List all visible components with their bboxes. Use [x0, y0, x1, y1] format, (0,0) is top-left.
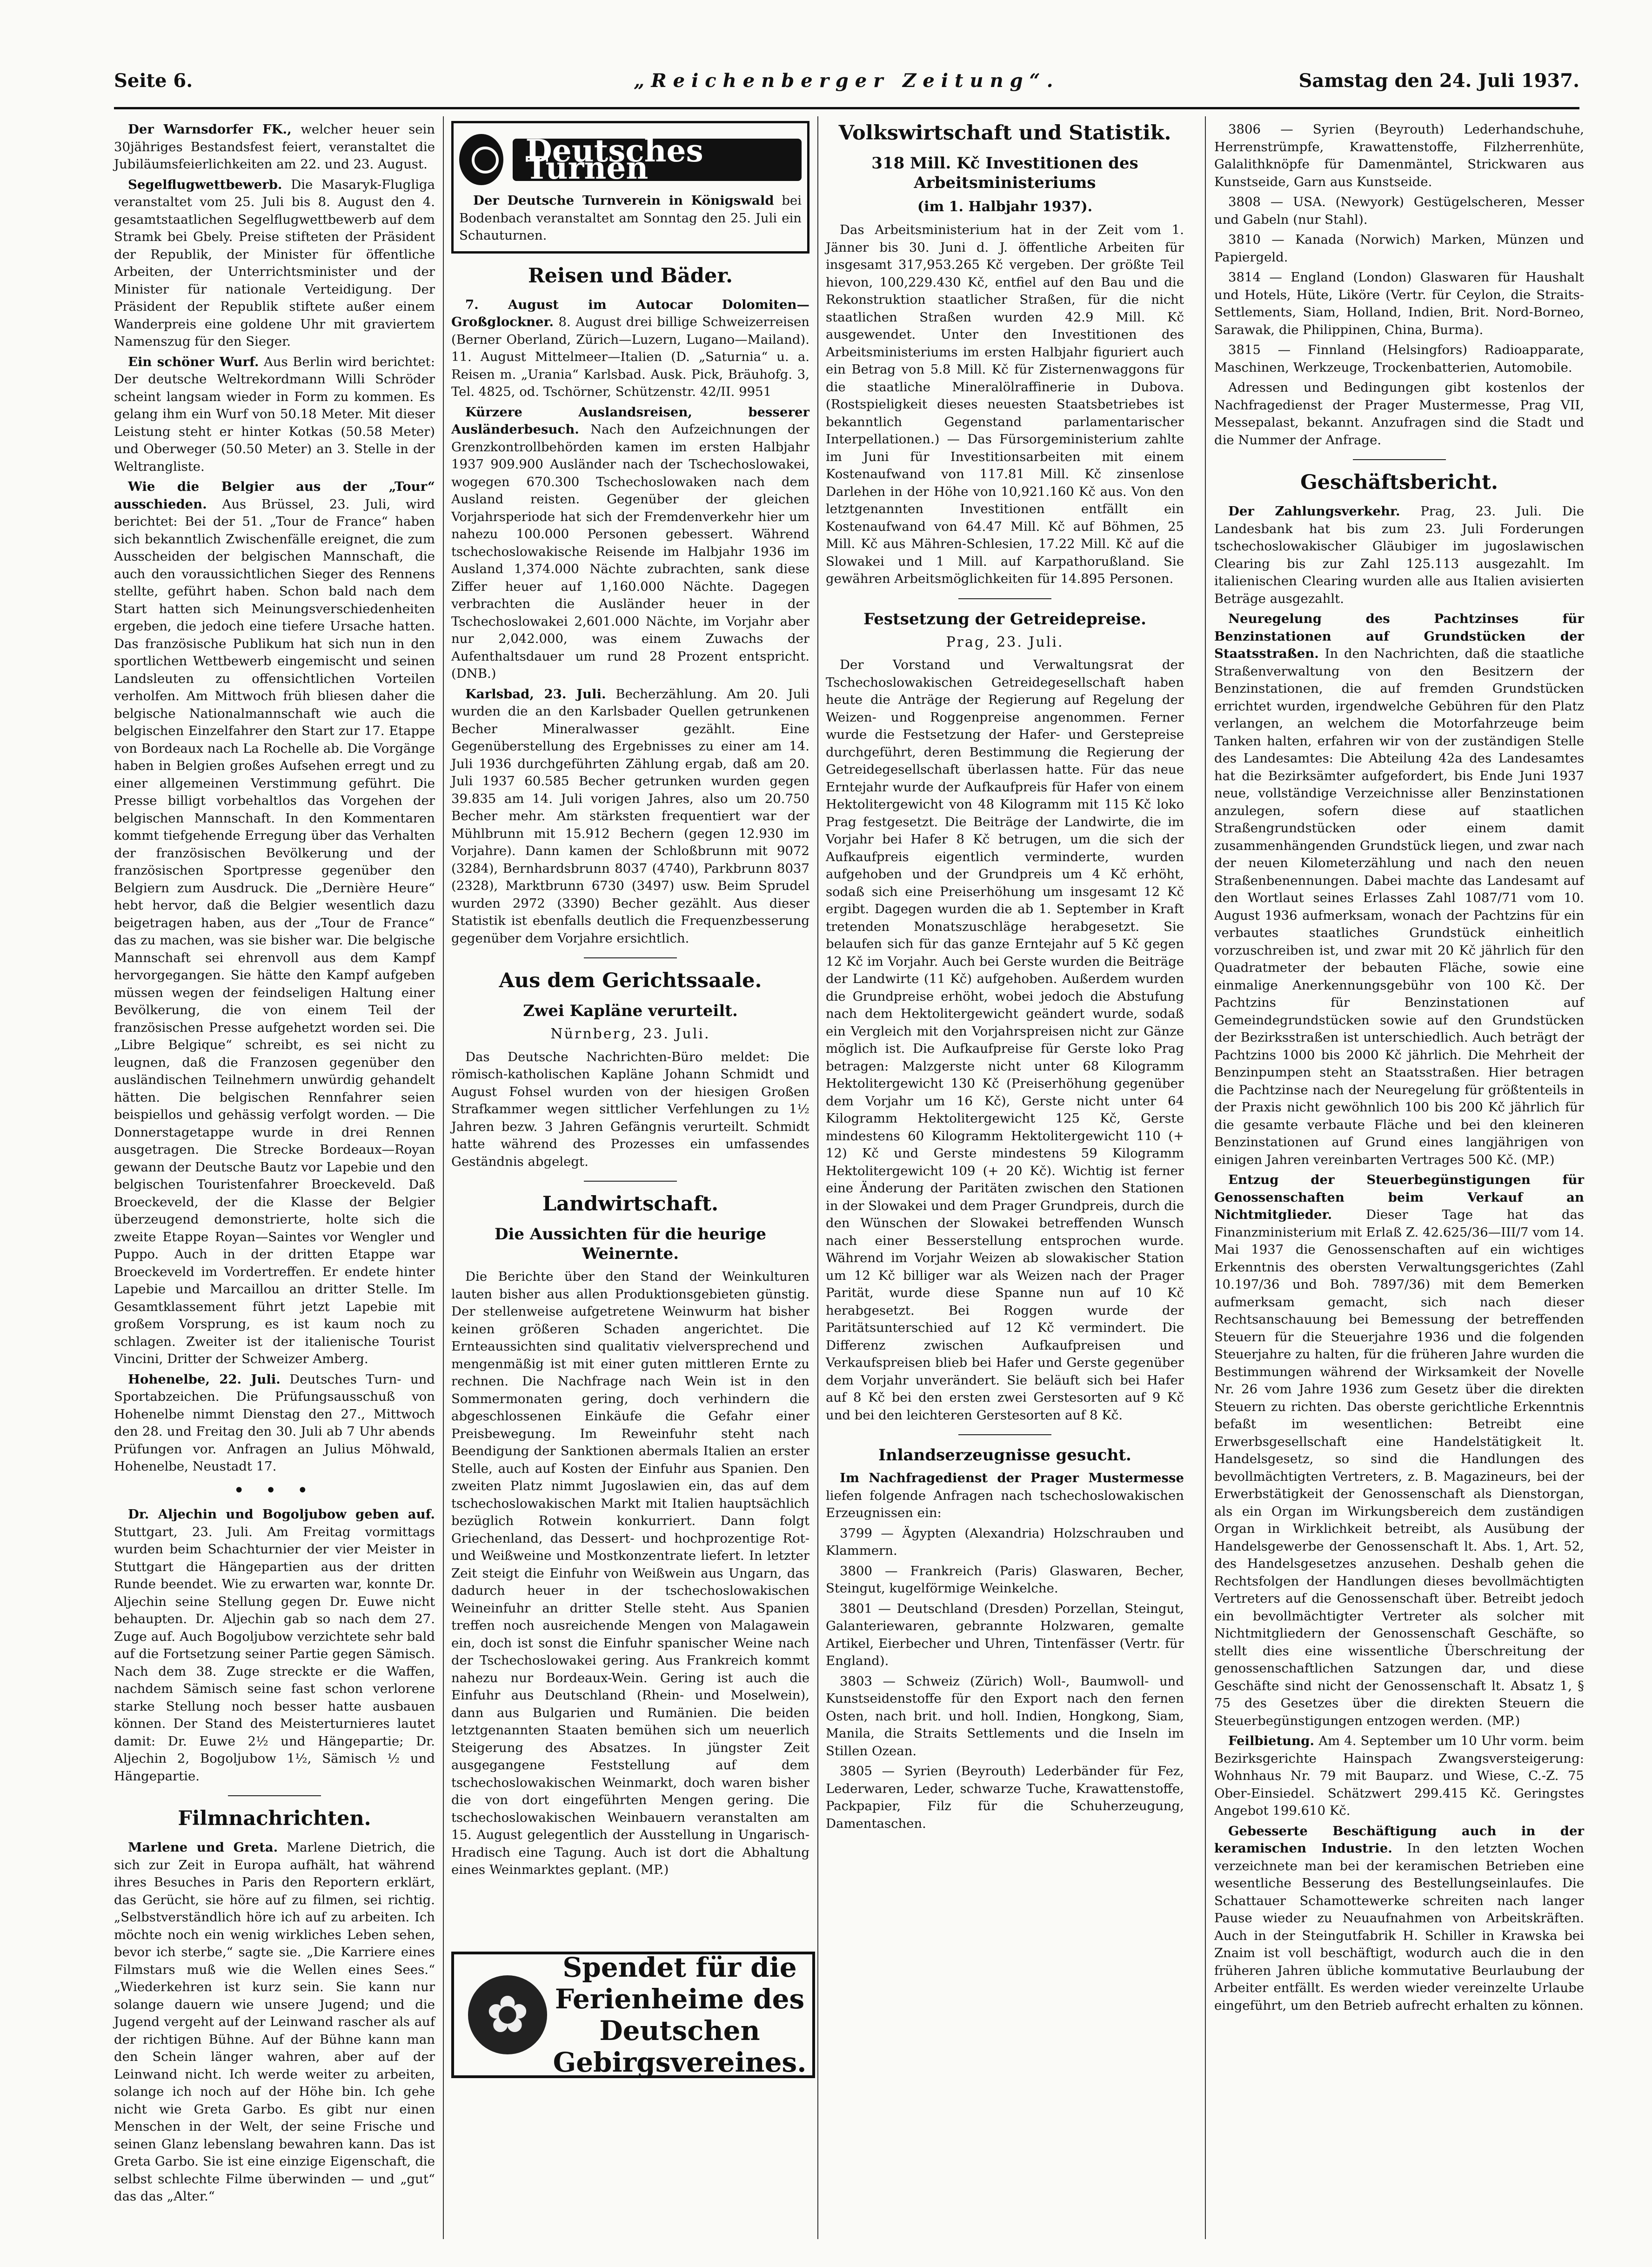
article-lead: Ein schöner Wurf. [128, 354, 259, 369]
article-headline: Inlandserzeugnisse gesucht. [878, 1446, 1131, 1465]
inquiry-item: 3808 — USA. (Newyork) Gestügelscheren, Messer und Gabeln (nur Stahl). [1214, 194, 1584, 227]
inquiry-intro [826, 1470, 1184, 1522]
article-lead: Gebesserte Beschäftigung auch in der keramischen Industrie. [1214, 1823, 1584, 1856]
turner-emblem-icon [459, 134, 503, 185]
issue-date: Samstag den 24. Juli 1937. [1298, 70, 1579, 92]
page-number: Seite 6. [114, 70, 193, 92]
section-rule [228, 1795, 321, 1796]
article-text: Prag, 23. Juli. Die Landesbank hat bis zum 23. Juli Forderungen tschechoslowakischer Gläubiger im jugoslawischen Clearing bis zur Zahl 125.113 ausgezahlt. Im italienischen Clearing wurden alle aus Italien avisierten Beträge ausgezahlt. [1214, 504, 1584, 606]
section-title-geschaeftsbericht: Geschäftsbericht. [1300, 471, 1498, 494]
article-text: Aus Berlin wird berichtet: Der deutsche Weltrekordmann Willi Schröder scheint langsam wieder in Form zu kommen. Es gelang ihm ein Wurf von 50.18 Meter. Mit dieser Leistung steht er hinter Kotkas (50.58 Meter) und Oberweger (50.50 Meter) an 3. Stelle in der Weltrangliste. [114, 354, 435, 474]
inquiry-note: Adressen und Bedingungen gibt kostenlos der Nachfragedienst der Prager Mustermesse, Prag VII, Messepalast, bekannt. Anzufragen sind die Stadt und die Nummer der Anfrage. [1214, 380, 1584, 448]
article-lead: Feilbietung. [1228, 1733, 1315, 1748]
inquiry-item: 3799 — Ägypten (Alexandria) Holzschrauben und Klammern. [826, 1525, 1184, 1558]
inquiry-list [826, 1525, 1184, 1833]
dateline: Nürnberg, 23. Juli. [550, 1026, 710, 1042]
inquiry-item: 3801 — Deutschland (Dresden) Porzellan, Steingut, Galanteriewaren, gebrannte Holzwaren, gemalte Artikel, Eierbecher und Uhren, Tintenfässer (Vertr. für England). [826, 1601, 1184, 1668]
article-lead: Wie die Belgier aus der „Tour“ ausschieden. [114, 479, 435, 512]
column-1 [114, 121, 435, 2239]
turnen-box [451, 121, 809, 254]
column-2 [451, 121, 809, 2239]
chess-article [114, 1506, 435, 1785]
news-item [114, 1371, 435, 1476]
inquiry-item: 3805 — Syrien (Beyrouth) Lederbänder für Fez, Lederwaren, Leder, schwarze Tuche, Krawattenstoffe, Packpapier, Filz für die Schuherzeugung, Damentaschen. [826, 1764, 1184, 1831]
news-item [114, 478, 435, 1368]
column-divider [817, 116, 818, 2239]
inquiry-item: 3803 — Schweiz (Zürich) Woll-, Baumwoll- und Kunstseidenstoffe für den Export nach den fernen Osten, nach brit. und holl. Indien, Hongkong, Siam, Manila, die Straits Settlements und die Inseln im Stillen Ozean. [826, 1673, 1184, 1759]
article-text: Deutsches Turn- und Sportabzeichen. Die Prüfungsausschuß von Hohenelbe nimmt Dienstag den 27., Mittwoch den 28. und Freitag den 30. Juli ab 7 Uhr abends Prüfungen vor. Anfragen an Julius Möhwald, Hohenelbe, Neustadt 17. [114, 1371, 435, 1474]
article-text: In den Nachrichten, daß die staatliche Straßenverwaltung von den Besitzern der Benzinstationen, die auf fremden Grundstücken errichtet wurden, irgendwelche Gebühren für den Platz verlangen, an welchem die Motorfahrzeuge beim Tanken halten, erfahren wir von der zuständigen Stelle des Landesamtes: Die Abteilung 42a des Landesamtes hat die Bezirksämter aufgefordert, bis Ende Juni 1937 neue, vollständige Verzeichnisse aller Benzinstationen anzulegen, sofern diese auf staatlichen Straßengrundstücken oder einem damit zusammenhängenden Grundstück liegen, und zwar nach der neuen Kilometerzählung und nach den neuen Straßenbenennungen. Dabei machte das Landesamt auf den Wortlaut seines Erlasses Zahl 1087/71 vom 10. August 1936 aufmerksam, wonach der Pachtzins für ein verbautes staatliches Grundstück einheitlich vorzuschreiben ist, und zwar mit 20 Kč jährlich für den Quadratmeter der bebauten Fläche, sowie eine einmalige Anerkennungsgebühr von 100 Kč. Der Pachtzins für Benzinstationen auf Gemeindegrundstücken sowie auf den Grundstücken der Bezirksstraßen ist unterschiedlich. Auch beträgt der Pachtzins 1000 bis 2000 Kč jährlich. Die Mehrheit der Benzinpumpen steht an Staatsstraßen. Hier betragen die Pachtzinse nach der Neuregelung für größtenteils in der Praxis nicht gewöhnlich 100 bis 200 Kč jährlich für die gesamte verbaute Fläche und bei den kleineren Benzinstationen auf Grund eines langjährigen von einigen Jahren vereinbarten Vertrages 500 Kč. (MP.) [1214, 646, 1584, 1167]
wine-article: Die Berichte über den Stand der Weinkulturen lauten bisher aus allen Produktionsgebieten günstig. Der stellenweise aufgetretene Weinwurm hat bisher keinen größeren Schaden angerichtet. Die Ernteaussichten sind qualitativ vielversprechend und mengenmäßig ist mit einer guten mittleren Ernte zu rechnen. Die Nachfrage nach Wein ist in den Sommermonaten gering, doch verhindern die abgeschlossenen Einkäufe die Gefahr einer Preisbewegung. Im Reweinfuhr steht nach Beendigung der Sanktionen abermals Italien an erster Stelle, auch auf Kosten der Einfuhr aus Spanien. Den zweiten Platz nimmt Jugoslawien ein, das auf dem tschechoslowakischen Markt mit Italien hauptsächlich bezüglich Rotwein konkurriert. Dann folgt Griechenland, das Dessert- und hochprozentige Rot- und Weißweine und Mostkonzentrate liefert. In letzter Zeit steigt die Einfuhr von Weißwein aus Ungarn, das dadurch heuer in der tschechoslowakischen Weineinfuhr an dritter Stelle steht. Aus Spanien treffen noch ausreichende Mengen von Malagawein ein, doch ist sonst die Einfuhr spanischer Weine nach der Tschechoslowakei gering. Aus Frankreich kommt nahezu nur Bordeaux-Wein. Gering ist auch die Einfuhr aus Deutschland (Rhein- und Moselwein), dann aus Bulgarien und Rumänien. Die beiden letztgenannten Staaten bemühen sich um neuerlich Steigerung des Absatzes. In jüngster Zeit ausgegangene Feststellung auf dem tschechoslowakischen Weinmarkt, doch waren bisher die von dort eingeführten Mengen gering. Die tschechoslowakischen Weinbauern veranstalten am 15. August gelegentlich der Ausstellung in Ungarisch-Hradisch eine Tagung. Auch ist dort die Abhaltung eines Weinmarktes geplant. (MP.) [451, 1269, 809, 1877]
article-text: liefen folgende Anfragen nach tschechoslowakischen Erzeugnissen ein: [826, 1488, 1184, 1520]
business-item [1214, 1823, 1584, 2015]
travel-notices [451, 296, 809, 948]
article-text: welcher heuer sein 30jähriges Bestandsfest feiert, veranstaltet die Jubiläumsfeierlichkeiten am 22. und 23. August. [114, 122, 435, 172]
article-lead: Der Zahlungsverkehr. [1228, 504, 1400, 519]
column-4 [1214, 121, 1584, 2239]
business-notices [1214, 503, 1584, 2014]
section-title-gericht: Aus dem Gerichtssaale. [499, 969, 762, 992]
travel-item [451, 404, 809, 683]
turnen-header [459, 127, 802, 192]
article-headline: Zwei Kapläne verurteilt. [523, 1002, 738, 1020]
article-text: Die Masaryk-Flugliga veranstaltet vom 25. Juli bis 8. August den 4. gesamtstaatlichen Segelflugwettbewerb auf dem Stramk bei Gbely. Preise stifteten der Präsident der Republik, der Minister für öffentliche Arbeiten, der Unterrichtsminister und der Minister für nationale Verteidigung. Der Präsident der Republik stiftete außer einem Wanderpreis eine goldene Uhr mit graviertem Namenszug für den Sieger. [114, 177, 435, 349]
article-lead: Neuregelung des Pachtzinses für Benzinstationen auf Grundstücken der Staatsstraßen. [1214, 611, 1584, 661]
column-3 [826, 121, 1184, 2239]
section-rule [584, 957, 677, 958]
divider-dots: • • • [233, 1479, 316, 1501]
sport-notices [114, 121, 435, 1476]
article-lead: Hohenelbe, 22. Juli. [128, 1371, 281, 1387]
article-text: Nach den Aufzeichnungen der Grenzkontrollbehörden kamen im ersten Halbjahr 1937 909.900 Ausländer nach der Tschechoslowakei, wogegen 670.300 Tschechoslowaken nach dem Ausland reisten. Gegenüber der gleichen Vorjahrsperiode hat sich der Fremdenverkehr hier um nahezu 100.000 Personen gebessert. Während tschechoslowakische Reisende im Halbjahr 1936 im Ausland 1,374.000 Nächte zubrachten, sank diese Ziffer heuer auf 1,160.000 Nächte. Dagegen verbrachten die Ausländer heuer in der Tschechoslowakei 2,601.000 Nächte, im Vorjahr aber nur 2,042.000, was einem Zuwachs der Aufenthaltsdauer um rund 28 Prozent entspricht. (DNB.) [451, 422, 809, 681]
business-item [1214, 1171, 1584, 1730]
inquiry-item: 3810 — Kanada (Norwich) Marken, Münzen und Papiergeld. [1214, 232, 1584, 265]
article-text: Am 4. September um 10 Uhr vorm. beim Bezirksgerichte Hainspach Zwangsversteigerung: Wohnhaus Nr. 79 mit Bauparz. und Wiese, C.-Z. 75 Ober-Einsiedel. Schätzwert 299.415 Kč. Geringstes Angebot 199.610 Kč. [1214, 1733, 1584, 1818]
advertisement-box [451, 1952, 815, 2078]
article-lead: Dr. Aljechin und Bogoljubow geben auf. [128, 1507, 435, 1522]
travel-item [451, 296, 809, 401]
news-item [114, 121, 435, 174]
business-item [1214, 1732, 1584, 1820]
article-lead: Karlsbad, 23. Juli. [465, 686, 606, 702]
article-headline: 318 Mill. Kč Investitionen des Arbeitsministeriums [871, 154, 1138, 192]
advertisement-text: Spendet für die Ferienheime des Deutschen Gebirgsvereines. [553, 1952, 807, 2078]
article-text: 8. August drei billige Schweizerreisen (Berner Oberland, Zürich—Luzern, Lugano—Mailand). 11. August Mittelmeer—Italien (D. „Saturnia“ u. a. Reisen m. „Urania“ Karlsbad. Ausk. Pick, Bräuhofg. 3, Tel. 4825, od. Tschörner, Schützenstr. 42/II. 9951 [451, 314, 809, 399]
section-rule [1353, 459, 1446, 460]
inquiry-item: 3800 — Frankreich (Paris) Glaswaren, Becher, Steingut, kugelförmige Weinkelche. [826, 1563, 1184, 1596]
article-lead: Kürzere Auslandsreisen, besserer Ausländerbesuch. [451, 404, 809, 437]
article-lead: 7. August im Autocar Dolomiten—Großglockner. [451, 297, 809, 329]
article-text: Aus Brüssel, 23. Juli, wird berichtet: Bei der 51. „Tour de France“ haben sich bekanntlich Zwischenfälle ereignet, die zum Ausscheiden der belgischen Mannschaft, die auch den voraussichtlichen Sieger des Rennens stellte, geführt haben. Schon bald nach dem Start hatten sich Meinungsverschiedenheiten ergeben, die jedoch eine tiefere Ursache hatten. Das französische Publikum hat sich nun in den sportlichen Wettbewerb eingemischt und seinen Landsleuten zu offensichtlichen Vorteilen verholfen. Am Mittwoch früh bliesen daher die belgische Nationalmannschaft wie auch die belgischen Einzelfahrer den Start zur 17. Etappe von Bordeaux nach La Rochelle ab. Die Vorgänge haben in Belgien großes Aufsehen erregt und zu einer allgemeinen Verstimmung geführt. Die Presse billigt vorbehaltlos das Vorgehen der belgischen Mannschaft. In den Kommentaren kommt tiefgehende Erregung über das Verhalten der französischen Bevölkerung und der französischen Sportpresse gegenüber den Belgiern zum Ausdruck. Die „Dernière Heure“ hebt hervor, daß die Belgier wesentlich dazu beigetragen haben, aus der „Tour de France“ das zu machen, was sie bisher war. Die belgische Mannschaft sei ehrenvoll aus dem Kampf hervorgegangen. Sie hätte den Kampf aufgeben müssen wegen der feindseligen Haltung einer Bevölkerung, die von einem Teil der französischen Presse aufgehetzt worden sei. Die „Libre Belgique“ schreibt, es sei nicht zu leugnen, daß die Franzosen gegenüber den ausländischen Teilnehmern unwürdig gehandelt hätten. Die belgischen Rennfahrer seien beispiellos und gehässig verfolgt worden. — Die Donnerstagetappe wurde in drei Rennen ausgetragen. Die Strecke Bordeaux—Royan gewann der Deutsche Bautz vor Lapebie und den belgischen Touristenfahrer Broeckeveld. Daß Broeckeveld, der die Klasse der Belgier überzeugend demonstrierte, holte sich die zweite Etappe Royan—Saintes vor Wengler und Puppo. Auch in der dritten Etappe war Broeckeveld im Vordertreffen. Er endete hinter Lapebie und Marcaillou an dritter Stelle. Im Gesamtklassement führt jetzt Lapebie mit großem Vorsprung, es ist kaum noch zu schlagen. Zweiter ist der italienische Tourist Vincini, Dritter der Schweizer Amberg. [114, 496, 435, 1366]
business-item [1214, 610, 1584, 1169]
article-headline: Festsetzung der Getreidepreise. [863, 609, 1146, 629]
grain-price-article: Der Vorstand und Verwaltungsrat der Tschechoslowakischen Getreidegesellschaft haben heute die Anträge der Regierung auf Regelung der Weizen- und Roggenpreise angenommen. Ferner wurde die Festsetzung der Hafer- und Gerstepreise durchgeführt, deren Bestimmung die Regierung der Getreidegesellschaft überlassen hatte. Für das neue Erntejahr wurde der Aufkaufpreis für Hafer von einem Hektolitergewicht von 48 Kilogramm mit 115 Kč loko Prag festgesetzt. Die Beiträge der Landwirte, die im Vorjahr bei Hafer 8 Kč betrugen, um die sich der Aufkaufpreis eigentlich verminderte, wurden aufgehoben und der Grundpreis um 4 Kč erhöht, sodaß sich eine Preiserhöhung um insgesamt 12 Kč ergibt. Dagegen wurden die ab 1. September in Kraft tretenden Monatszuschläge herabgesetzt. Sie belaufen sich für das ganze Erntejahr auf 5 Kč gegen 12 Kč im Vorjahr. Auch bei Gerste wurden die Beiträge der Landwirte (11 Kč) aufgehoben. Außerdem wurden die Grundpreise erhöht, wobei jedoch die Abstufung nach dem Hektolitergewicht geändert wurde, sodaß ein Vergleich mit den Vorjahrspreisen nicht zur Gänze möglich ist. Die Aufkaufpreise für Gerste loko Prag betragen: Malzgerste nicht unter 68 Kilogramm Hektolitergewicht 130 Kč (Preiserhöhung gegenüber dem Vorjahr um 16 Kč), Gerste nicht unter 64 Kilogramm Hektolitergewicht 125 Kč, Gerste mindestens 60 Kilogramm Hektolitergewicht 110 (+ 12) Kč und Gerste mindestens 59 Kilogramm Hektolitergewicht 109 (+ 20 Kč). Wichtig ist ferner eine Änderung der Paritäten zwischen den Stationen in der Slowakei und dem Prager Grundpreis, durch die den Wünschen der Slowakei betreffenden Wunsch nach einer Besserstellung entsprochen wurde. Während im Vorjahr Weizen ab slowakischer Station um 12 Kč billiger war als Weizen nach der Prager Parität, wurde diese Spanne nun auf 10 Kč herabgesetzt. Bei Roggen wurde der Paritätsunterschied auf 12 Kč vermindert. Die Differenz zwischen Aufkaufpreisen und Verkaufspreisen blieb bei Hafer und Gerste gegenüber dem Vorjahr unverändert. Sie beläuft sich bei Hafer auf 8 Kč bei den ersten zwei Gerstesorten auf 9 Kč und bei den leichteren Gerstesorten auf 8 Kč. [826, 657, 1184, 1423]
news-item [114, 354, 435, 476]
section-title-film: Filmnachrichten. [178, 1807, 371, 1830]
article-text: bei Bodenbach veranstaltet am Sonntag den 25. Juli ein Schauturnen. [459, 193, 802, 243]
article-lead: Segelflugwettbewerb. [128, 177, 282, 192]
article-text: Stuttgart, 23. Juli. Am Freitag vormittags wurden beim Schachturnier der vier Meister in Stuttgart die Hängepartien aus der dritten Runde beendet. Wie zu erwarten war, konnte Dr. Aljechin seine Stellung gegen Dr. Euwe nicht behaupten. Dr. Aljechin gab so nach dem 27. Zuge auf. Auch Bogoljubow verzichtete sehr bald auf die Fortsetzung seiner Partie gegen Sämisch. Nach dem 38. Zuge streckte er die Waffen, nachdem Sämisch seine fast schon verlorene starke Stellung noch besser hatte ausbauen können. Der Stand des Meisterturnieres lautet damit: Dr. Euwe 2½ und Hängepartie; Dr. Aljechin 2, Bogoljubow 1½, Sämisch ½ und Hängepartie. [114, 1524, 435, 1784]
article-text: Marlene Dietrich, die sich zur Zeit in Europa aufhält, hat während ihres Besuches in Paris den Reportern erklärt, das Gerücht, sie höre auf zu filmen, sei richtig. „Selbstverständlich höre ich auf zu arbeiten. Ich möchte noch ein wenig wirkliches Leben sehen, bevor ich sterbe,“ sagte sie. „Die Karriere eines Filmstars muß wie die Wellen eines Sees.“ „Wiederkehren ist kurz sein. Sie kann nur solange dauern wie unsere Jugend; und die Jugend vergeht auf der Leinwand rascher als auf der richtigen Bühne. Auf der Bühne kann man den Schein länger wahren, aber auf der Leinwand nicht. Ich werde weiter zu arbeiten, solange ich noch auf der Höhe bin. Ich gehe nicht wie Greta Garbo. Es gibt nur einen Menschen in der Welt, der seine Frische und seinen Glanz lebenslang bewahren kann. Das ist Greta Garbo. Sie ist eine einzige Eigenschaft, die selbst schlechte Filme überwinden — und „gut“ das das „Alter.“ [114, 1840, 435, 2204]
section-title-reisen: Reisen und Bäder. [528, 264, 733, 288]
inquiry-item: 3814 — England (London) Glaswaren für Haushalt und Hotels, Hüte, Liköre (Vertr. für Ceylon, die Straits-Settlements, Siam, Holland, Indien, Brit. Nord-Borneo, Sarawak, die Philippinen, China, Burma). [1214, 270, 1584, 337]
section-title-volkswirtschaft: Volkswirtschaft und Statistik. [838, 121, 1171, 145]
inquiry-list-continued [1214, 121, 1584, 376]
column-divider [1205, 116, 1206, 2239]
article-lead: Marlene und Greta. [128, 1840, 278, 1855]
gebirgsverein-logo-icon [468, 1975, 547, 2054]
inquiry-item: 3815 — Finnland (Helsingfors) Radioapparate, Maschinen, Werkzeuge, Trockenbatterien, Automobile. [1214, 342, 1584, 375]
news-item [114, 176, 435, 351]
header-rule [114, 107, 1579, 109]
article-lead: Der Warnsdorfer FK., [128, 122, 292, 137]
travel-item [451, 686, 809, 948]
inquiry-item: 3806 — Syrien (Beyrouth) Lederhandschuhe, Herrenstrümpfe, Krawattenstoffe, Filzherrenhüte, Galalithknöpfe für Damenmäntel, Strickwaren aus Kunstseide, Garn aus Kunstseide. [1214, 122, 1584, 189]
article-text: Becherzählung. Am 20. Juli wurden die an den Karlsbader Quellen getrunkenen Becher Mineralwasser gezählt. Eine Gegenüberstellung des Ergebnisses zu einer am 14. Juli 1936 durchgeführten Zählung ergab, daß am 20. Juli 1937 60.585 Becher getrunken wurden gegen 39.835 am 14. Juli vorigen Jahres, also um 20.750 Becher mehr. Am stärksten frequentiert war der Mühlbrunn mit 15.912 Bechern (gegen 12.930 im Vorjahre). Dann kamen der Schloßbrunn mit 9072 (3284), Bernhardsbrunn 8037 (4740), Parkbrunn 8037 (2328), Marktbrunn 6730 (3497) usw. Beim Sprudel wurden 2972 (3390) Becher gezählt. Aus dieser Statistik ist ebenfalls deutlich die Frequenzbesserung gegenüber dem Vorjahre ersichtlich. [451, 686, 809, 946]
article-lead: Der Deutsche Turnverein in Königswald [473, 193, 774, 208]
section-rule [584, 1181, 677, 1182]
court-article: Das Deutsche Nachrichten-Büro meldet: Die römisch-katholischen Kapläne Johann Schmidt und August Fohsel wurden von der hiesigen Großen Strafkammer wegen sittlicher Verfehlungen zu 1½ Jahren bezw. 3 Jahren Gefängnis verurteilt. Schmidt hatte während des Prozesses ein umfassendes Geständnis abgelegt. [451, 1049, 809, 1169]
article-lead: Entzug der Steuerbegünstigungen für Genossenschaften beim Verkauf an Nichtmitglieder. [1214, 1172, 1584, 1222]
page-header [114, 70, 1579, 107]
article-text: Dieser Tage hat das Finanzministerium mit Erlaß Z. 42.625/36—III/7 vom 14. Mai 1937 die Genossenschaften auf ein wichtiges Erkenntnis des obersten Verwaltungsgerichtes (Zahl 10.197/36 und Boh. 7897/36) mit dem Bemerken aufmerksam gemacht, sich nach dieser Rechtsanschauung bei Bemessung der betreffenden Steuern für die Steuerjahre 1936 und die folgenden Steuerjahre zu halten, für die früheren Jahre wurden die Bestimmungen während der Wirksamkeit der Novelle Nr. 26 vom Jahre 1936 zum Gesetz über die direkten Steuern zu richten. Das oberste gerichtliche Erkenntnis befaßt im wesentlichen: Betreibt eine Erwerbsgesellschaft eine Handelstätigkeit lt. Handelsgesetz, so sind die Handlungen des bevollmächtigten Vertreters, z. B. Magazineurs, bei der Erwerbstätigkeit der Genossenschaft als Dienstorgan, als ein Organ im Wirkungsbereich dem zuständigen Organ in Wirklichkeit betreibt, als Ausübung der Handelsgewerbe der Genossenschaft lt. Abs. 1, Art. 52, des Handelsgesetzes anzusehen. Deshalb gehen die Rechtsfolgen der Handlungen dieses bevollmächtigten Vertreters auf die Genossenschaft über. Betreibt jedoch ein bevollmächtigter Vertreter als solcher mit Nichtmitgliedern der Genossenschaft Geschäfte, so stellt dies eine wissentliche Überschreitung der genossenschaftlichen Satzungen dar, und diese Geschäfte sind nicht der Genossenschaft lt. Absatz 1, § 75 des Gesetzes über die direkten Steuern die Steuerbegünstigungen entzogen werden. (MP.) [1214, 1207, 1584, 1728]
column-divider [443, 116, 444, 2239]
article-lead: Im Nachfragedienst der Prager Mustermesse [840, 1471, 1184, 1485]
article-headline: Die Aussichten für die heurige Weinernte. [494, 1225, 767, 1263]
turnen-article [459, 192, 802, 245]
section-rule [958, 598, 1051, 599]
section-title-landwirtschaft: Landwirtschaft. [542, 1192, 719, 1216]
article-text: In den letzten Wochen verzeichnete man bei der keramischen Betrieben eine wesentliche Besserung des Bestellungseinlaufes. Die Schattauer Schamottewerke schreiten nach langer Pause wieder zu Neuaufnahmen von Arbeitskräften. Auch in der Steingutfabrik H. Schiller in Krawska bei Znaim ist voll beschäftigt, wodurch auch die in den früheren Jahren übliche kommutative Beurlaubung der Arbeiter entfällt. Es werden wieder vereinzelte Urlaube eingeführt, um den Betrieb aufrecht erhalten zu können. [1214, 1841, 1584, 2013]
film-article [114, 1839, 435, 2206]
investment-article: Das Arbeitsministerium hat in der Zeit vom 1. Jänner bis 30. Juni d. J. öffentliche Arbeiten für insgesamt 317,953.265 Kč vergeben. Der größte Teil hievon, 100,229.430 Kč, entfiel auf den Bau und die Rekonstruktion staatlicher Straßen, für die nicht staatlichen Straßen wurden 42.9 Mill. Kč ausgewendet. Unter den Investitionen des Arbeitsministeriums im ersten Halbjahr figuriert auch ein Betrag von 5.8 Mill. Kč für Zisternenwaggons für die staatliche Mineralölraffinerie in Dubova. (Rostspieligkeit dieses neuesten Staatsbetriebes ist bekanntlich Gegenstand parlamentarischer Interpellationen.) — Das Fürsorgeministerium zahlte im Juni für Investitionsarbeiten mit einem Kostenaufwand von 117.81 Mill. Kč zinsenlose Darlehen in der Höhe von 10,921.160 Kč aus. Von den letztgenannten Investitionen entfällt ein Kostenaufwand von 64.47 Mill. Kč auf Böhmen, 25 Mill. Kč aus Mähren-Schlesien, 17.22 Mill. Kč auf die Slowakei und 1 Mill. auf Karpathorußland. Sie gewähren Arbeitsmöglichkeiten für 14.895 Personen. [826, 222, 1184, 586]
business-item [1214, 503, 1584, 608]
section-rule [958, 1434, 1051, 1435]
article-subheadline: (im 1. Halbjahr 1937). [917, 199, 1093, 215]
newspaper-name: „Reichenberger Zeitung“. [634, 70, 1060, 92]
dateline: Prag, 23. Juli. [946, 634, 1064, 650]
section-title-turnen: Deutsches Turnen [513, 139, 802, 181]
